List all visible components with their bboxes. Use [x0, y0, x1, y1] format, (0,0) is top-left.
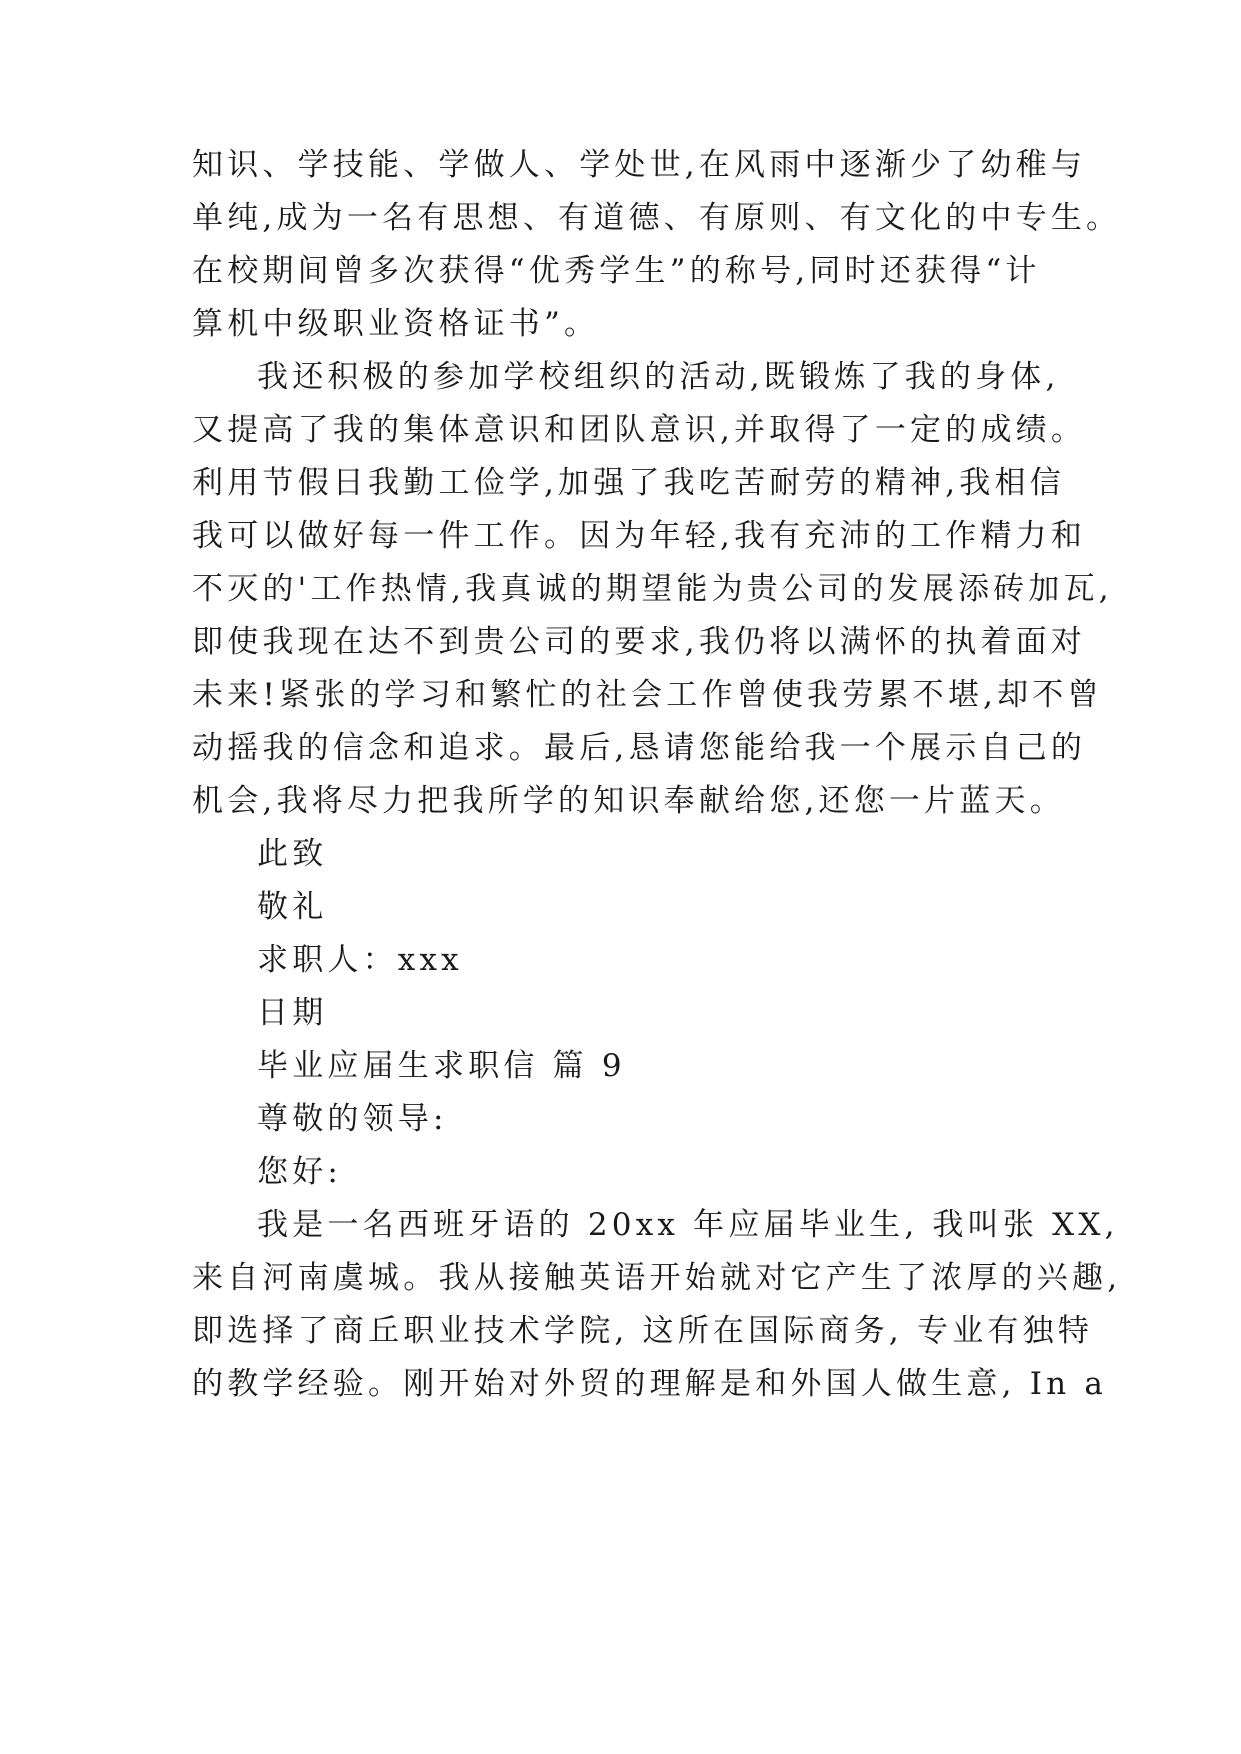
section-title: 毕业应届生求职信 篇 9 [257, 1048, 626, 1084]
paragraph-1-line-3: 在校期间曾多次获得“优秀学生”的称号,同时还获得“计 [192, 253, 1041, 289]
paragraph-3-line-1: 我是一名西班牙语的 20xx 年应届毕业生, 我叫张 XX, [257, 1207, 1119, 1243]
closing-date: 日期 [257, 995, 328, 1031]
paragraph-2-line-2: 又提高了我的集体意识和团队意识,并取得了一定的成绩。 [192, 412, 1087, 448]
paragraph-1-line-4: 算机中级职业资格证书”。 [192, 306, 600, 342]
paragraph-3-line-3: 即选择了商丘职业技术学院, 这所在国际商务, 专业有独特 [192, 1313, 1094, 1349]
paragraph-3-line-2: 来自河南虞城。我从接触英语开始就对它产生了浓厚的兴趣, [192, 1260, 1122, 1296]
closing-salute: 敬礼 [257, 889, 328, 925]
paragraph-2-line-5: 不灭的'工作热情,我真诚的期望能为贵公司的发展添砖加瓦, [192, 571, 1113, 607]
closing-greeting: 此致 [257, 836, 328, 872]
paragraph-2-line-4: 我可以做好每一件工作。因为年轻,我有充沛的工作精力和 [192, 518, 1087, 554]
paragraph-2-line-1: 我还积极的参加学校组织的活动,既锻炼了我的身体, [257, 359, 1060, 395]
salutation: 尊敬的领导: [257, 1101, 448, 1137]
paragraph-3-line-4: 的教学经验。刚开始对外贸的理解是和外国人做生意, In a [192, 1366, 1108, 1402]
paragraph-2-line-9: 机会,我将尽力把我所学的知识奉献给您,还您一片蓝天。 [192, 783, 1065, 819]
paragraph-2-line-3: 利用节假日我勤工俭学,加强了我吃苦耐劳的精神,我相信 [192, 465, 1065, 501]
paragraph-1-line-2: 单纯,成为一名有思想、有道德、有原则、有文化的中专生。 [192, 200, 1122, 236]
paragraph-2-line-7: 未来!紧张的学习和繁忙的社会工作曾使我劳累不堪,却不曾 [192, 677, 1103, 713]
hello-line: 您好: [257, 1154, 343, 1190]
paragraph-2-line-6: 即使我现在达不到贵公司的要求,我仍将以满怀的执着面对 [192, 624, 1087, 660]
paragraph-1-line-1: 知识、学技能、学做人、学处世,在风雨中逐渐少了幼稚与 [192, 147, 1087, 183]
closing-applicant: 求职人：xxx [257, 942, 463, 978]
paragraph-2-line-8: 动摇我的信念和追求。最后,恳请您能给我一个展示自己的 [192, 730, 1087, 766]
